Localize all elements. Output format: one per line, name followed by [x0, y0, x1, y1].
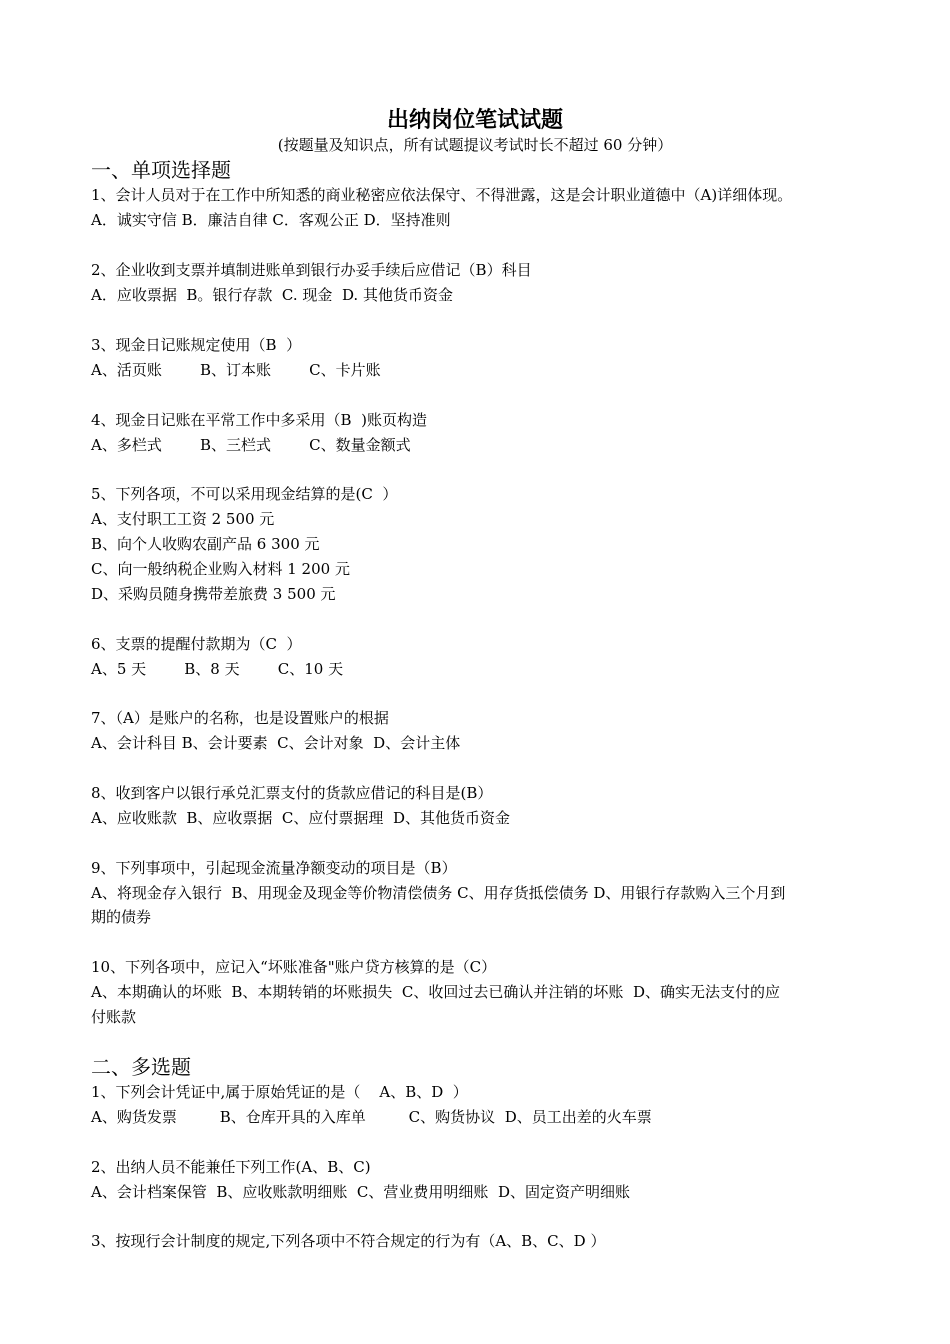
answer-options: A、活页账 B、订本账 C、卡片账: [91, 361, 381, 379]
question-text: 9、下列事项中，引起现金流量净额变动的项目是（B）: [91, 859, 457, 877]
answer-options-continued: 付账款: [91, 1008, 137, 1026]
section-heading: 二、多选题: [91, 1055, 191, 1079]
question-text: 2、企业收到支票并填制进账单到银行办妥手续后应借记（B）科目: [91, 261, 532, 279]
answer-option: C、向一般纳税企业购入材料 1 200 元: [91, 560, 350, 578]
section-heading: 一、单项选择题: [91, 158, 231, 182]
question-text: 3、按现行会计制度的规定,下列各项中不符合规定的行为有（A、B、C、D ）: [91, 1232, 606, 1250]
answer-options: A、多栏式 B、三栏式 C、数量金额式: [91, 436, 411, 454]
answer-options-continued: 期的债券: [91, 908, 152, 926]
question-text: 10、下列各项中，应记入“坏账准备"账户贷方核算的是（C）: [91, 958, 497, 976]
answer-options: A．诚实守信 B．廉洁自律 C．客观公正 D．坚持准则: [91, 211, 451, 229]
page-title: 出纳岗位笔试试题: [386, 107, 563, 133]
answer-option: A、支付职工工资 2 500 元: [91, 510, 275, 528]
question-text: 8、收到客户以银行承兑汇票支付的货款应借记的科目是(B）: [91, 784, 493, 802]
question-text: 6、支票的提醒付款期为（C ）: [91, 635, 302, 653]
question-text: 7、（A）是账户的名称，也是设置账户的根据: [91, 709, 389, 727]
answer-options: A、会计档案保管 B、应收账款明细账 C、营业费用明细账 D、固定资产明细账: [91, 1183, 630, 1201]
answer-options: A．应收票据 B。银行存款 C. 现金 D. 其他货币资金: [91, 286, 453, 304]
question-text: 5、下列各项，不可以采用现金结算的是(C ）: [91, 485, 398, 503]
answer-options: A、会计科目 B、会计要素 C、会计对象 D、会计主体: [91, 734, 461, 752]
question-text: 2、出纳人员不能兼任下列工作(A、B、C): [91, 1158, 371, 1176]
answer-options: A、应收账款 B、应收票据 C、应付票据理 D、其他货币资金: [91, 809, 510, 827]
answer-option: D、采购员随身携带差旅费 3 500 元: [91, 585, 336, 603]
question-text: 4、现金日记账在平常工作中多采用（B )账页构造: [91, 411, 427, 429]
page-subtitle: (按题量及知识点，所有试题提议考试时长不超过 60 分钟）: [277, 136, 673, 154]
answer-options: A、本期确认的坏账 B、本期转销的坏账损失 C、收回过去已确认并注销的坏账 D、确实无法支付的应: [91, 983, 780, 1001]
answer-option: B、向个人收购农副产品 6 300 元: [91, 535, 320, 553]
answer-options: A、将现金存入银行 B、用现金及现金等价物清偿债务 C、用存货抵偿债务 D、用银行存款购入三个月到: [91, 884, 786, 902]
question-text: 3、现金日记账规定使用（B ）: [91, 336, 302, 354]
answer-options: A、购货发票 B、仓库开具的入库单 C、购货协议 D、员工出差的火车票: [91, 1108, 652, 1126]
question-text: 1、下列会计凭证中,属于原始凭证的是（ A、B、D ）: [91, 1083, 468, 1101]
answer-options: A、5 天 B、8 天 C、10 天: [91, 660, 344, 678]
question-text: 1、会计人员对于在工作中所知悉的商业秘密应依法保守、不得泄露，这是会计职业道德中（A)详细体现。: [91, 186, 793, 204]
